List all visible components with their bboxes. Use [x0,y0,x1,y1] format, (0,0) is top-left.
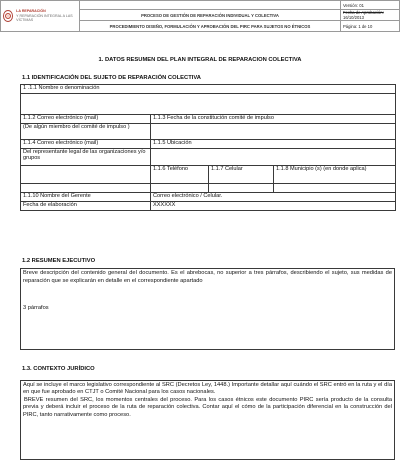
contexto-p1: Aquí se incluye el marco legislativo correspondiente al SRC (Decretos Ley, 1448.) Importante detallar aquí cuándo el SRC entró en la ruta y el día en que fue aprobado en CTJT o Comité Nacional para los casos nacionales. [23,382,392,396]
nombre-value[interactable] [21,94,396,115]
blank-cell [21,166,151,184]
celular-label: 1.1.7 Celular [209,166,274,184]
org-name-line2: Y REPARACIÓN INTEGRAL A LAS VÍCTIMAS [16,13,73,23]
logo-cell [1,1,80,32]
gerente-label: 1.1.10 Nombre del Gerente [21,193,151,202]
resumen-note: 3 párrafos [23,305,49,312]
section-1-1-title: 1.1 IDENTIFICACIÓN DEL SUJETO DE REPARACIÓN COLECTIVA [22,75,201,81]
section-1-2-title: 1.2 RESUMEN EJECUTIVO [22,258,96,264]
logo [3,9,77,22]
fecha-constitucion-value[interactable] [151,124,396,140]
telefono-value[interactable] [151,184,209,193]
contexto-p2: BREVE resumen del SRC, los momentos centrales del proceso. Para los casos étnicos este documento PIRC sería producto de la consulta previa y deberá incluir el proceso de la ruta de reparación colectiva. Contar aquí el cómo de la participación diferencial en la construcción del PIRC, tanto narrativamente como proceso. [23,396,392,418]
blank-cell-2 [21,184,151,193]
municipio-value[interactable] [274,184,396,193]
municipio-label: 1.1.8 Municipio (s) (en donde aplica) [274,166,396,184]
section-1-title: 1. DATOS RESUMEN DEL PLAN INTEGRAL DE REPARACION COLECTIVA [98,57,302,63]
ubicacion-label: 1.1.5 Ubicación [151,140,396,149]
version: Versión: 01 [341,1,400,10]
nombre-label: 1 .1.1 Nombre o denominación [21,85,396,94]
seal-icon [3,10,13,22]
correo-representante-label: 1.1.4 Correo electrónico (mail) [21,140,151,149]
celular-value[interactable] [209,184,274,193]
fecha-aprobacion [341,10,400,21]
fecha-aprobacion-label: Fecha de Aprobación: [343,10,384,15]
telefono-label: 1.1.6 Teléfono [151,166,209,184]
header-blank [80,1,341,10]
section-1-3-title: 1.3. CONTEXTO JURÍDICO [22,366,95,372]
fecha-aprobacion-value: 16/10/2013 [343,15,364,20]
resumen-text: Breve descripción del contenido general del documento. Es el abrebocas, no superior a tres párrafos, describiendo el sujeto, sus medidas de reparación que se explicarán en detalle en el correspondiente apartado [23,270,392,284]
fecha-elaboracion-value: XXXXXX [151,202,396,211]
contexto-juridico-box [20,380,395,460]
proceso: PROCESO DE GESTIÓN DE REPARACIÓN INDIVIDUAL Y COLECTIVA [80,10,341,21]
ubicacion-value[interactable] [151,149,396,166]
correo-comite-label: 1.1.2 Correo electrónico (mail) [21,115,151,124]
procedimiento: PROCEDIMIENTO DISEÑO, FORMULACIÓN Y APROBACIÓN DEL PIRC PARA SUJETOS NO ÉTNICOS [80,21,341,32]
correo-comite-note: (De algún miembro del comité de impulso ) [21,124,151,140]
fecha-elaboracion-label: Fecha de elaboración [21,202,151,211]
identification-table [20,84,396,211]
correo-representante-note: Del representante legal de las organizaciones y/o grupos [21,149,151,166]
resumen-ejecutivo-box [20,268,395,350]
correo-celular-label: Correo electrónico / Celular. [151,193,396,202]
document-header [0,0,400,32]
org-name-line1: LA REPARACIÓN [16,9,46,14]
fecha-constitucion-label: 1.1.3 Fecha de la constitución comité de impulso [151,115,396,124]
pagina: Página: 1 de 10 [341,21,400,32]
